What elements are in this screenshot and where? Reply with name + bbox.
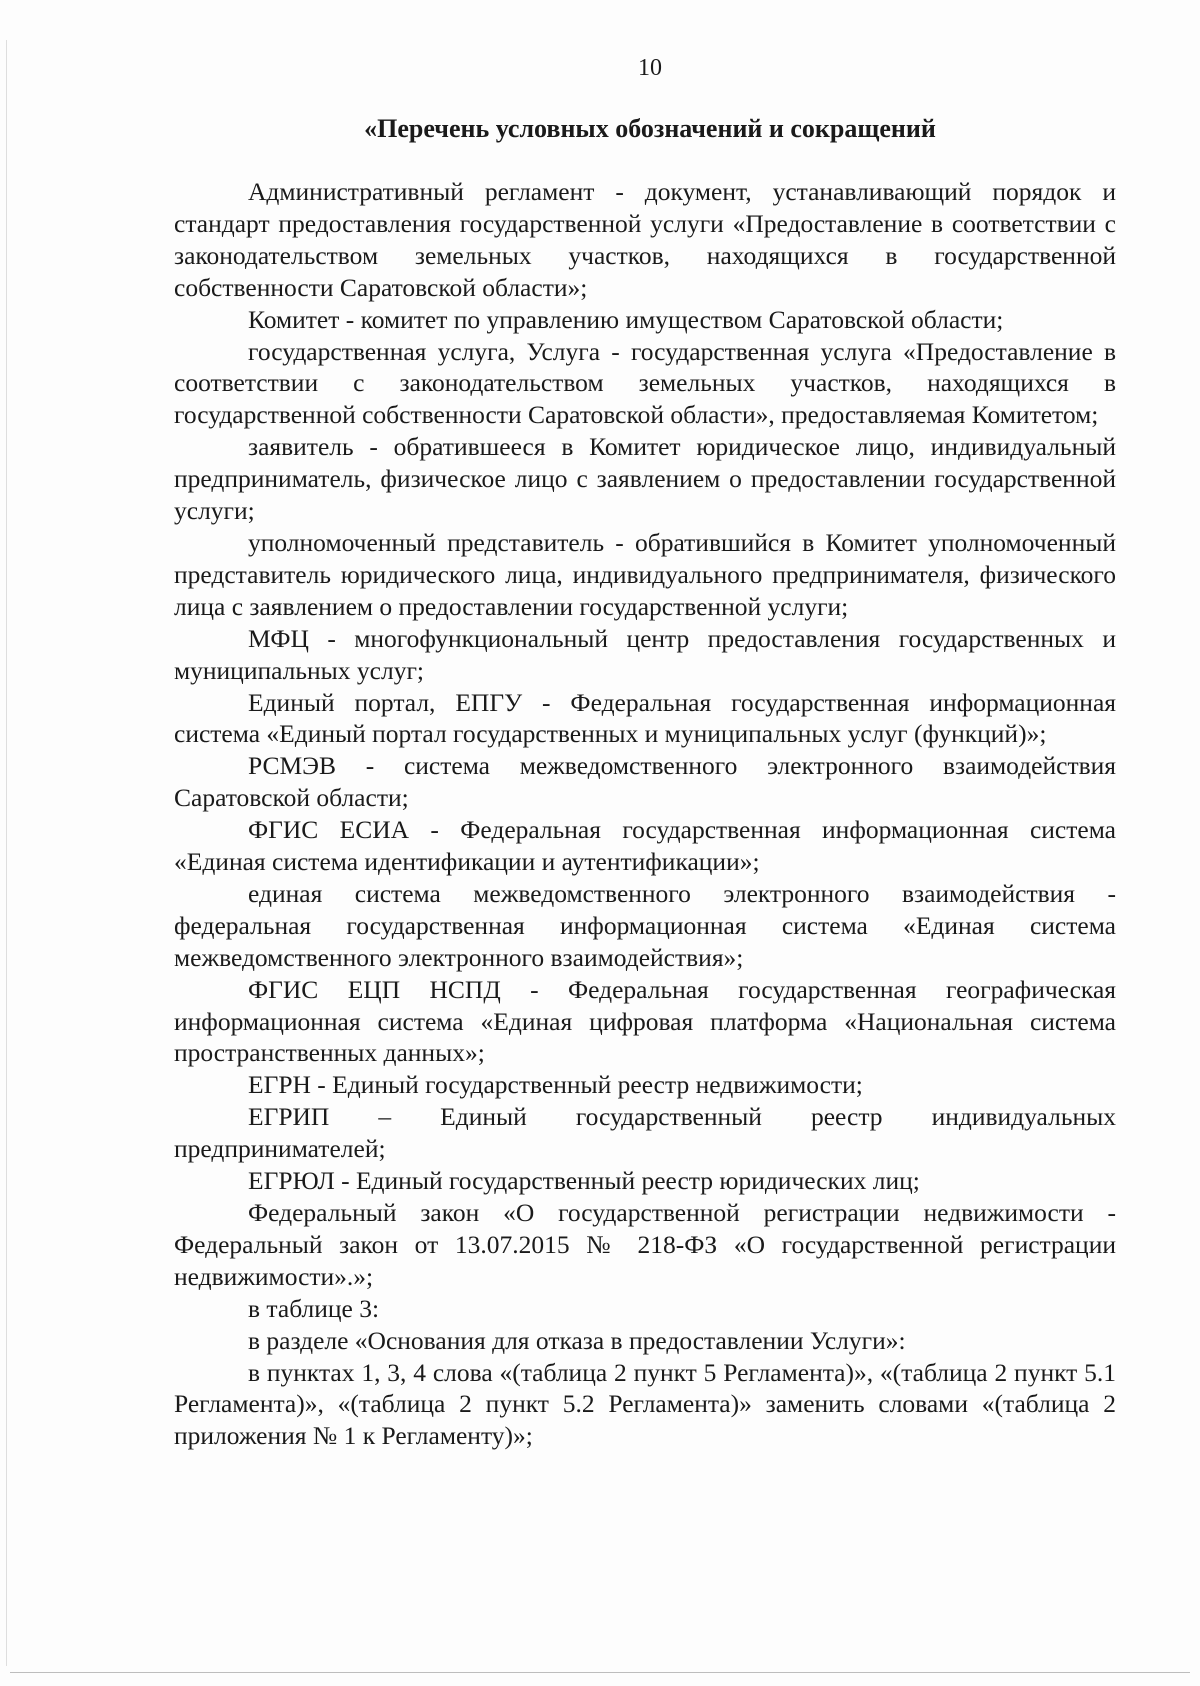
paragraph-rsmev: РСМЭВ - система межведомственного электронного взаимодействия Саратовской области;	[174, 751, 1116, 813]
paragraph-committee: Комитет - комитет по управлению имуществом Саратовской области;	[248, 304, 1004, 334]
paragraph-egrn: ЕГРН - Единый государственный реестр недвижимости;	[248, 1070, 863, 1100]
paragraph-smev: единая система межведомственного электронного взаимодействия - федеральная государственная информационная система «Единая система межведомственного электронного взаимодействия»;	[174, 878, 1116, 972]
paragraph-refusal-grounds-section: в разделе «Основания для отказа в предоставлении Услуги»:	[248, 1325, 906, 1355]
document-body	[174, 176, 1116, 1452]
paragraph-fgis-esia: ФГИС ЕСИА - Федеральная государственная информационная система «Единая система идентификации и аутентификации»;	[174, 815, 1116, 877]
scan-edge-line	[6, 40, 7, 1666]
paragraph-mfc: МФЦ - многофункциональный центр предоставления государственных и муниципальных услуг;	[174, 623, 1116, 685]
paragraph-replace-words: в пунктах 1, 3, 4 слова «(таблица 2 пункт 5 Регламента)», «(таблица 2 пункт 5.1 Регламента)», «(таблица 2 пункт 5.2 Регламента)» заменить словами «(таблица 2 приложения № 1 к Регламенту)»;	[174, 1357, 1116, 1451]
scan-bottom-line	[10, 1672, 1190, 1673]
paragraph-table-3: в таблице 3:	[248, 1293, 380, 1323]
paragraph-federal-law: Федеральный закон «О государственной регистрации недвижимости - Федеральный закон от 13.07.2015 № 218-ФЗ «О государственной регистрации недвижимости».»;	[174, 1198, 1116, 1291]
paragraph-applicant: заявитель - обратившееся в Комитет юридическое лицо, индивидуальный предприниматель, физическое лицо с заявлением о предоставлении государственной услуги;	[174, 432, 1116, 526]
paragraph-egrip: ЕГРИП – Единый государственный реестр индивидуальных предпринимателей;	[174, 1102, 1116, 1164]
paragraph-state-service: государственная услуга, Услуга - государственная услуга «Предоставление в соответствии с законодательством земельных участков, находящихся в государственной собственности Саратовской области», предоставляемая Комитетом;	[174, 336, 1116, 430]
page-number: 10	[638, 55, 662, 81]
paragraph-egrul: ЕГРЮЛ - Единый государственный реестр юридических лиц;	[248, 1166, 920, 1196]
document-title: «Перечень условных обозначений и сокращений	[364, 114, 936, 143]
paragraph-authorized-representative: уполномоченный представитель - обратившийся в Комитет уполномоченный представитель юридического лица, индивидуального предпринимателя, физического лица с заявлением о предоставлении государственной услуги;	[174, 527, 1116, 621]
paragraph-administrative-regulation: Административный регламент - документ, устанавливающий порядок и стандарт предоставления государственной услуги «Предоставление в соответствии с законодательством земельных участков, находящихся в государственной собственности Саратовской области»;	[174, 177, 1116, 302]
paragraph-fgis-ecp-nspd: ФГИС ЕЦП НСПД - Федеральная государственная географическая информационная система «Единая цифровая платформа «Национальная система пространственных данных»;	[174, 974, 1116, 1068]
paragraph-unified-portal: Единый портал, ЕПГУ - Федеральная государственная информационная система «Единый портал государственных и муниципальных услуг (функций)»;	[174, 687, 1116, 749]
